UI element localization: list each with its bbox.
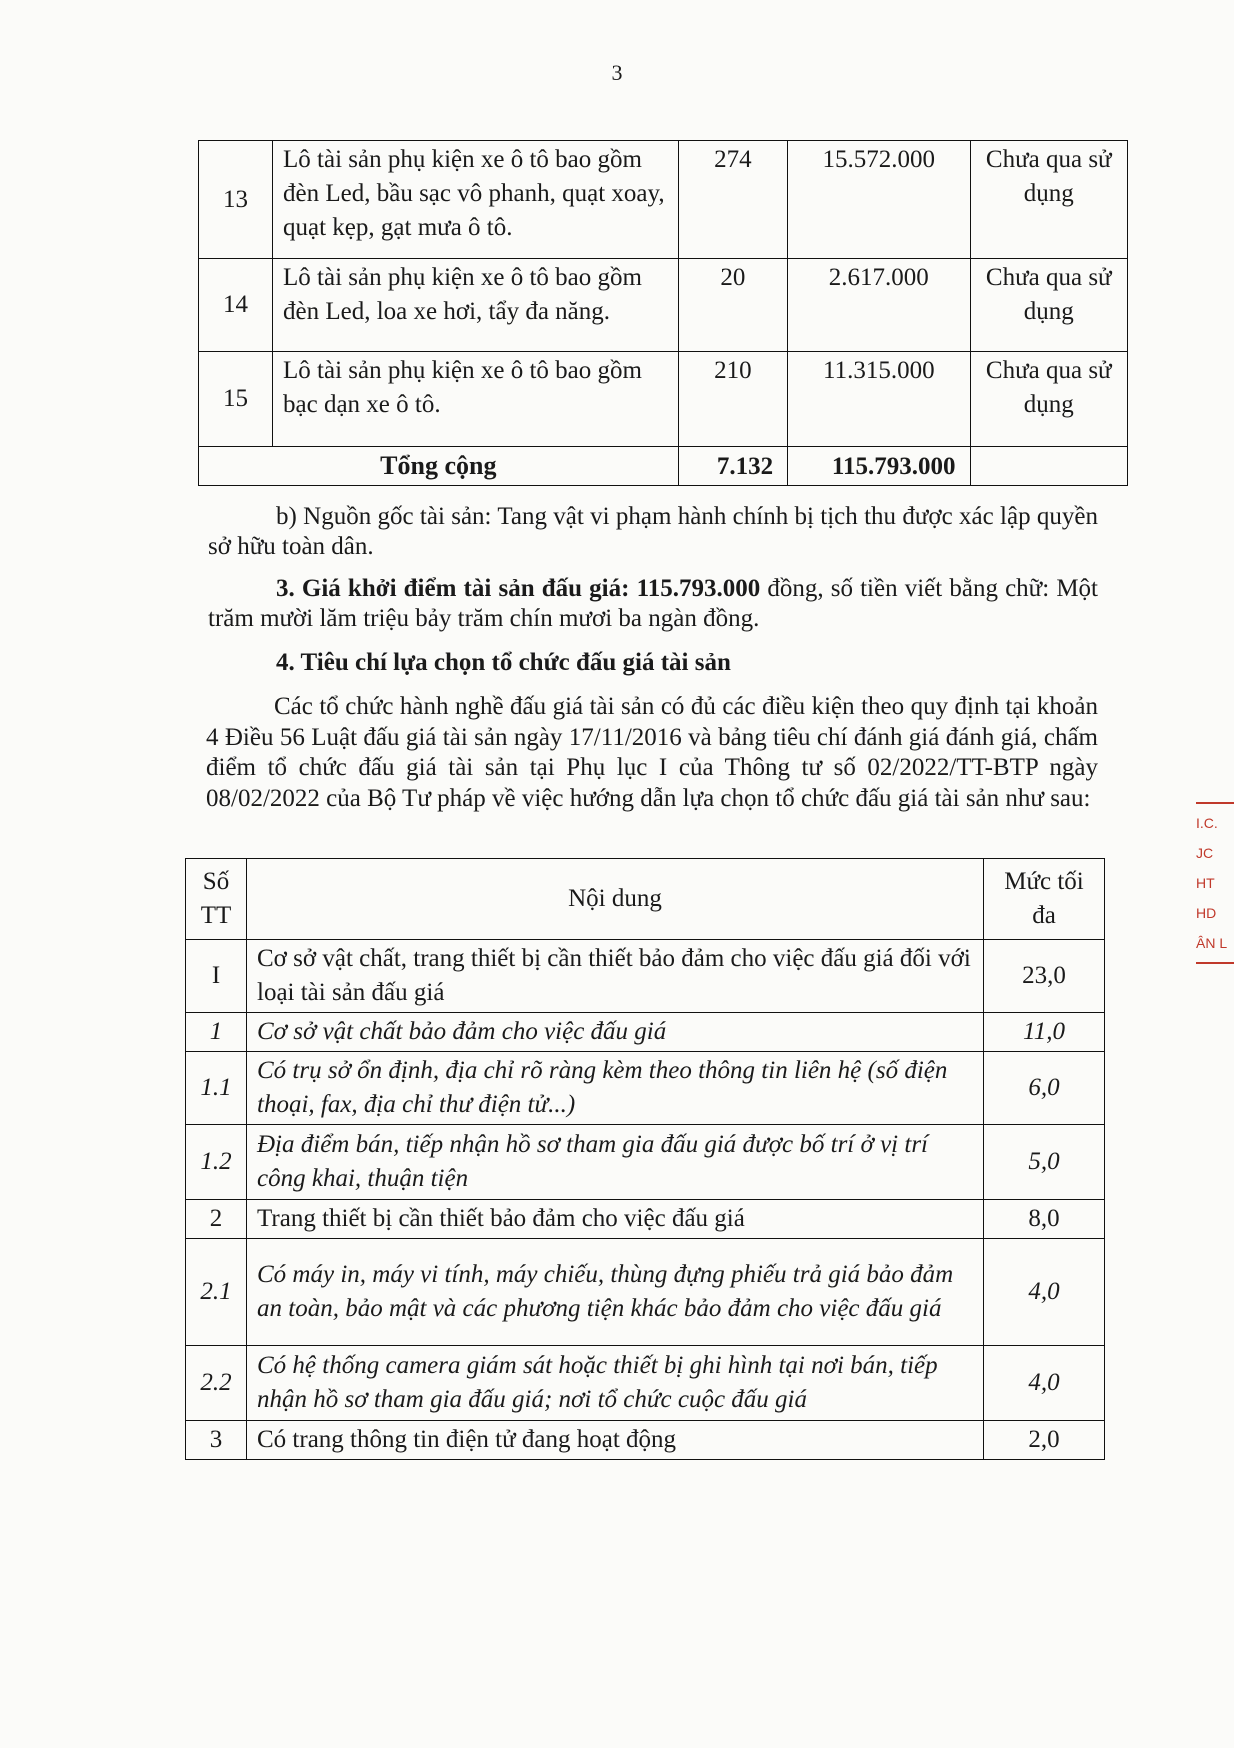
total-value: 115.793.000 bbox=[788, 447, 970, 486]
criteria-content: Cơ sở vật chất, trang thiết bị cần thiết bảo đảm cho việc đấu giá đối với loại tài sản đấu giá bbox=[247, 940, 984, 1013]
criteria-number: 1.2 bbox=[186, 1125, 247, 1200]
starting-price-heading: 3. Giá khởi điểm tài sản đấu giá: 115.793.000 bbox=[276, 575, 761, 602]
criteria-max: 4,0 bbox=[984, 1346, 1105, 1421]
criteria-paragraph: Các tổ chức hành nghề đấu giá tài sản có đủ các điều kiện theo quy định tại khoản 4 Điều 56 Luật đấu giá tài sản ngày 17/11/2016 và bảng tiêu chí đánh giá đánh giá, chấm điểm tổ chức đấu giá tài sản tại Phụ lục I của Thông tư số 02/2022/TT-BTP ngày 08/02/2022 của Bộ Tư pháp về việc hướng dẫn lựa chọn tổ chức đấu giá tài sản như sau: bbox=[206, 693, 1098, 812]
asset-status: Chưa qua sử dụng bbox=[970, 141, 1127, 259]
asset-quantity: 274 bbox=[678, 141, 787, 259]
criteria-content: Có trụ sở ổn định, địa chỉ rõ ràng kèm theo thông tin liên hệ (số điện thoại, fax, địa chỉ thư điện tử...) bbox=[247, 1052, 984, 1125]
criteria-number: 2.2 bbox=[186, 1346, 247, 1421]
criteria-number: 1 bbox=[186, 1013, 247, 1052]
header-number: Số TT bbox=[186, 859, 247, 940]
criteria-content: Có máy in, máy vi tính, máy chiếu, thùng đựng phiếu trả giá bảo đảm an toàn, bảo mật và các phương tiện khác bảo đảm cho việc đấu giá bbox=[247, 1239, 984, 1346]
header-max: Mức tối đa bbox=[984, 859, 1105, 940]
criteria-max: 4,0 bbox=[984, 1239, 1105, 1346]
asset-status: Chưa qua sử dụng bbox=[970, 352, 1127, 447]
total-status-empty bbox=[970, 447, 1127, 486]
criteria-number: 2.1 bbox=[186, 1239, 247, 1346]
criteria-max: 11,0 bbox=[984, 1013, 1105, 1052]
asset-value: 2.617.000 bbox=[788, 259, 970, 352]
table-row bbox=[199, 352, 1128, 447]
criteria-max: 23,0 bbox=[984, 940, 1105, 1013]
stamp-text: ÂN L bbox=[1196, 935, 1228, 951]
criteria-number: 2 bbox=[186, 1200, 247, 1239]
starting-price-text: đồng, số tiền viết bằng chữ: Một trăm mười lăm triệu bảy trăm chín mươi ba ngàn đồng. bbox=[208, 575, 1098, 632]
starting-price-paragraph bbox=[208, 574, 1098, 634]
table-row bbox=[199, 141, 1128, 259]
asset-status: Chưa qua sử dụng bbox=[970, 259, 1127, 352]
table-row bbox=[186, 1013, 1105, 1052]
criteria-max: 6,0 bbox=[984, 1052, 1105, 1125]
criteria-max: 2,0 bbox=[984, 1421, 1105, 1460]
asset-description: Lô tài sản phụ kiện xe ô tô bao gồm bạc dạn xe ô tô. bbox=[273, 352, 679, 447]
stamp-text: HT bbox=[1196, 875, 1215, 891]
row-number: 15 bbox=[199, 352, 273, 447]
table-row bbox=[199, 259, 1128, 352]
table-row bbox=[186, 1421, 1105, 1460]
row-number: 14 bbox=[199, 259, 273, 352]
table-row bbox=[186, 1125, 1105, 1200]
row-number: 13 bbox=[199, 141, 273, 259]
stamp-text: JC bbox=[1196, 845, 1214, 861]
total-label: Tổng cộng bbox=[199, 447, 679, 486]
table-row bbox=[186, 1052, 1105, 1125]
table-row bbox=[186, 1239, 1105, 1346]
page-number: 3 bbox=[611, 60, 623, 85]
total-row bbox=[199, 447, 1128, 486]
header-content: Nội dung bbox=[247, 859, 984, 940]
asset-quantity: 20 bbox=[678, 259, 787, 352]
asset-quantity: 210 bbox=[678, 352, 787, 447]
criteria-number: 3 bbox=[186, 1421, 247, 1460]
asset-value: 11.315.000 bbox=[788, 352, 970, 447]
criteria-content: Cơ sở vật chất bảo đảm cho việc đấu giá bbox=[247, 1013, 984, 1052]
total-quantity: 7.132 bbox=[678, 447, 787, 486]
table-row bbox=[186, 1200, 1105, 1239]
table-row bbox=[186, 940, 1105, 1013]
asset-value: 15.572.000 bbox=[788, 141, 970, 259]
asset-origin-paragraph: b) Nguồn gốc tài sản: Tang vật vi phạm hành chính bị tịch thu được xác lập quyền sở hữu toàn dân. bbox=[208, 503, 1098, 560]
stamp-text: I.C. bbox=[1196, 815, 1218, 831]
asset-description: Lô tài sản phụ kiện xe ô tô bao gồm đèn Led, bầu sạc vô phanh, quạt xoay, quạt kẹp, gạt mưa ô tô. bbox=[273, 141, 679, 259]
stamp-border bbox=[1196, 802, 1234, 804]
table-row bbox=[186, 1346, 1105, 1421]
criteria-content: Địa điểm bán, tiếp nhận hồ sơ tham gia đấu giá được bố trí ở vị trí công khai, thuận tiện bbox=[247, 1125, 984, 1200]
criteria-content: Có trang thông tin điện tử đang hoạt động bbox=[247, 1421, 984, 1460]
criteria-max: 5,0 bbox=[984, 1125, 1105, 1200]
criteria-content: Có hệ thống camera giám sát hoặc thiết bị ghi hình tại nơi bán, tiếp nhận hồ sơ tham gia đấu giá; nơi tổ chức cuộc đấu giá bbox=[247, 1346, 984, 1421]
table-header-row bbox=[186, 859, 1105, 940]
stamp-border bbox=[1196, 962, 1234, 964]
asset-table bbox=[198, 140, 1128, 486]
criteria-content: Trang thiết bị cần thiết bảo đảm cho việc đấu giá bbox=[247, 1200, 984, 1239]
asset-description: Lô tài sản phụ kiện xe ô tô bao gồm đèn Led, loa xe hơi, tẩy đa năng. bbox=[273, 259, 679, 352]
criteria-number: 1.1 bbox=[186, 1052, 247, 1125]
criteria-number: I bbox=[186, 940, 247, 1013]
red-stamp-fragment bbox=[1196, 798, 1234, 1018]
criteria-table bbox=[185, 858, 1105, 1460]
stamp-text: HD bbox=[1196, 905, 1217, 921]
criteria-heading: 4. Tiêu chí lựa chọn tổ chức đấu giá tài sản bbox=[276, 649, 731, 676]
criteria-max: 8,0 bbox=[984, 1200, 1105, 1239]
